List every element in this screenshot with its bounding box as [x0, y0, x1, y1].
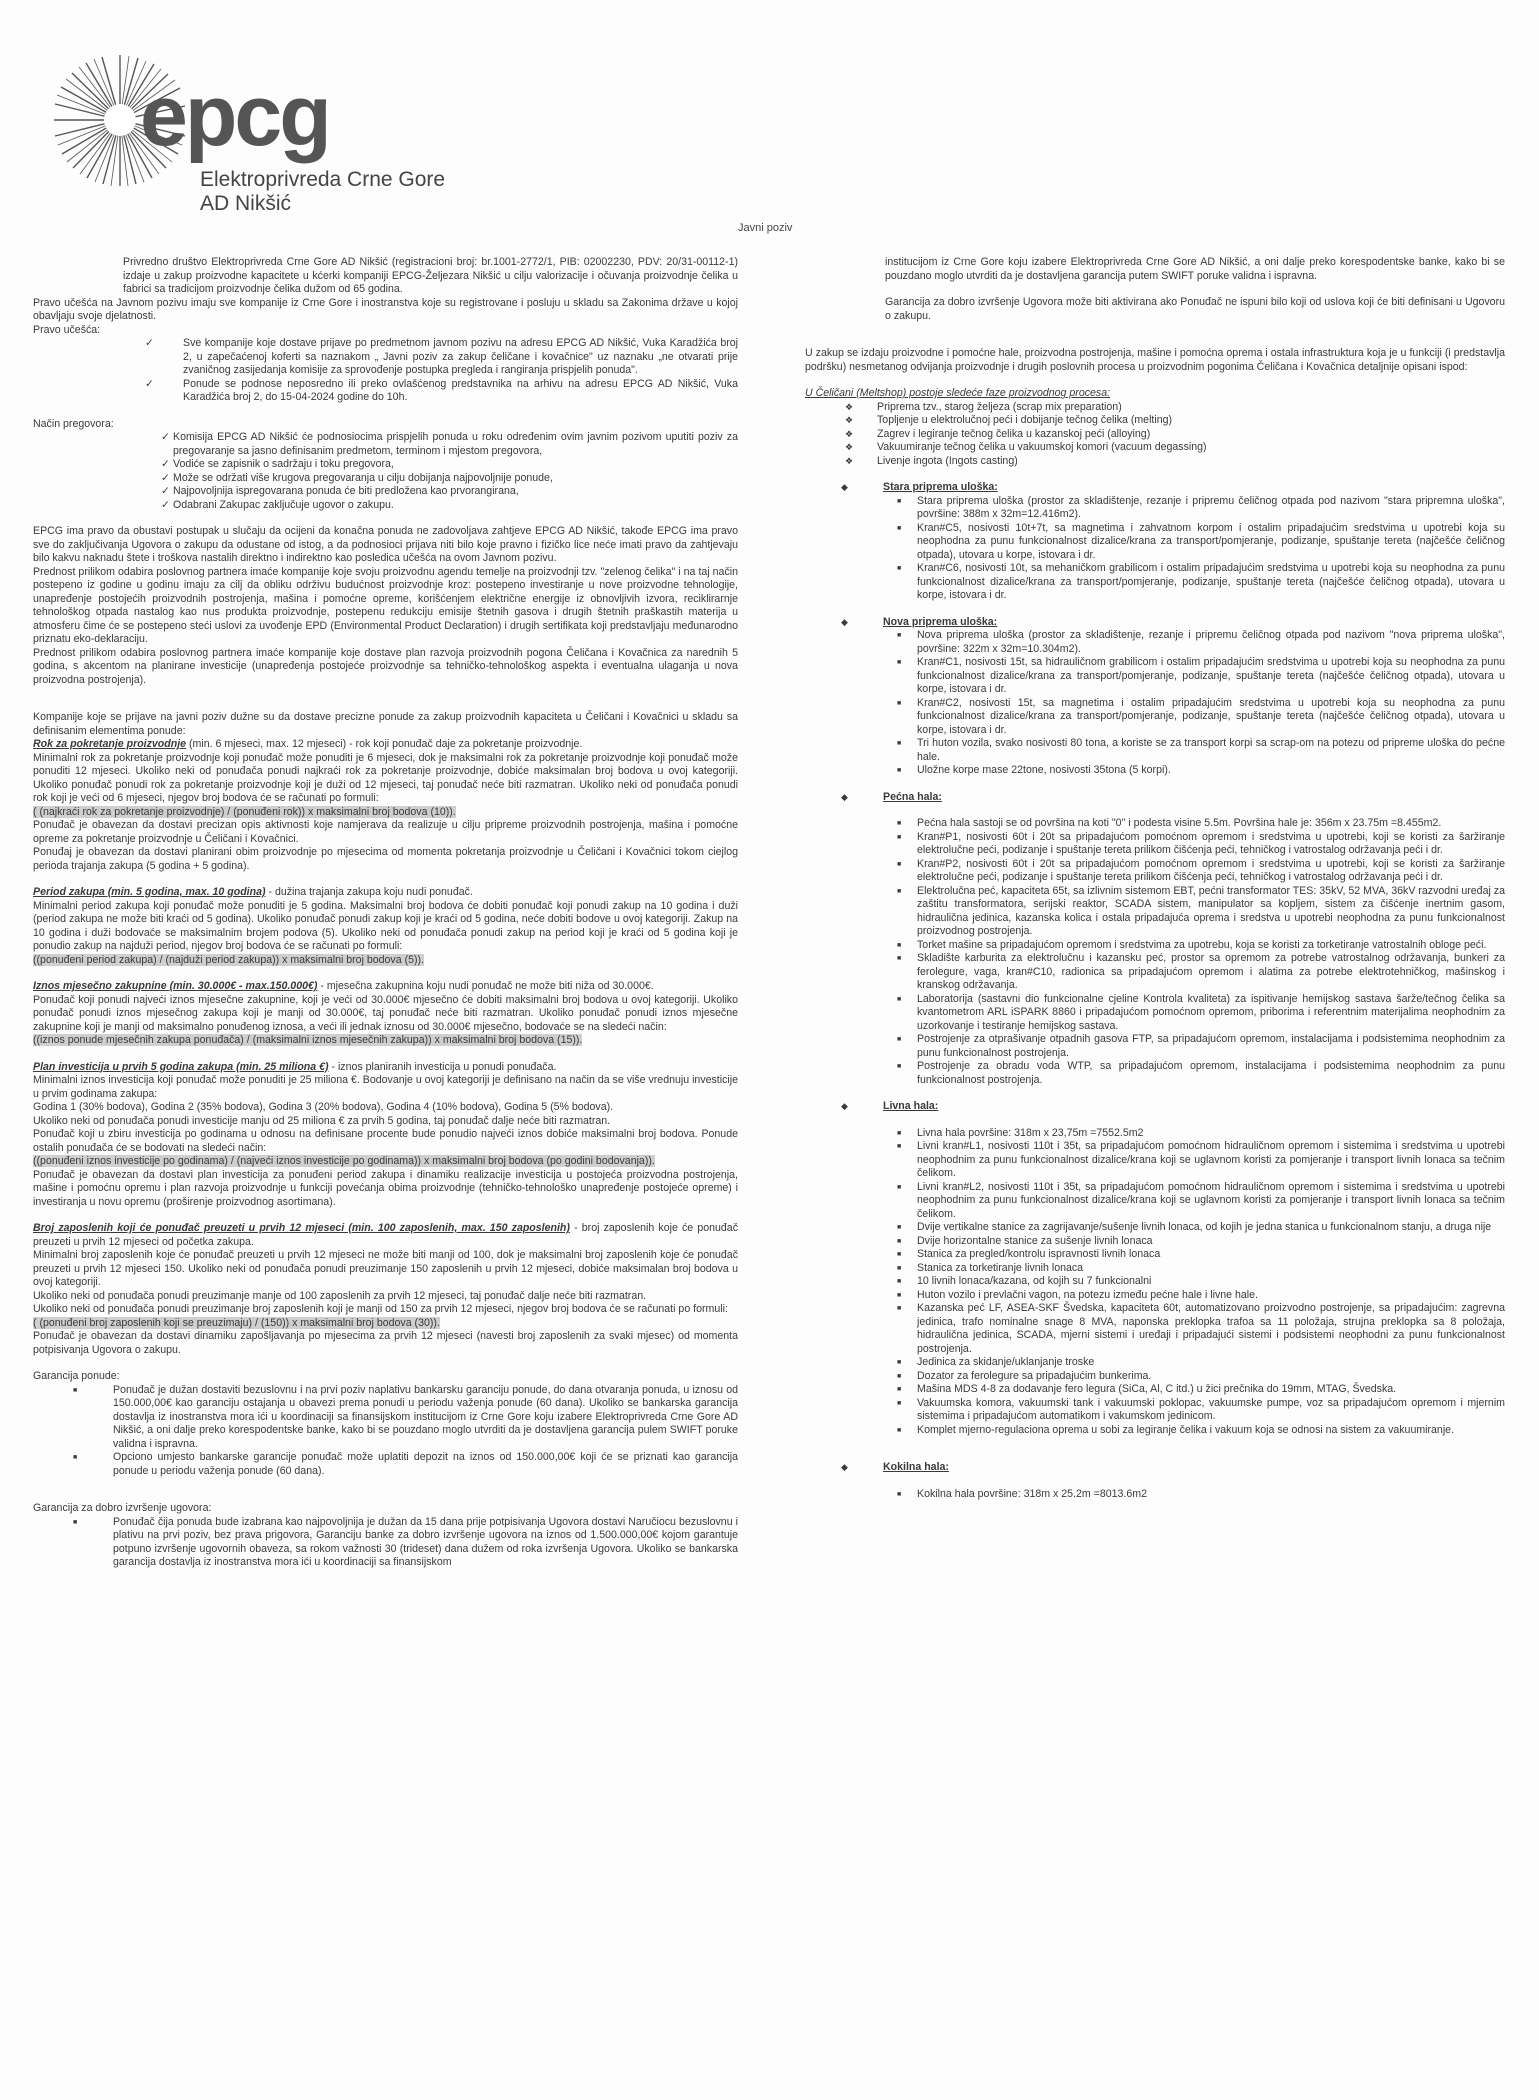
intro-paragraph: Privredno društvo Elektroprivreda Crne Gore AD Nikšić (registracioni broj: br.1001-2772/1, PIB: 02002230, PDV: 20/31-00112-1) izdaje u zakup proizvodne kapacitete u kćerki kompaniji EPCG-Željezara Nikšić u cilju valorizacije i očuvanja proizvodnje čelika u fabrici sa tradicijom proizvodnje čelika dužom od 65 godina. — [123, 256, 738, 295]
process-phase: ❖ Priprema tzv., starog željeza (scrap mix preparation) — [845, 400, 1122, 413]
lease-scope-paragraph: U zakup se izdaju proizvodne i pomoćne hale, proizvodna postrojenja, mašine i pomoćna oprema i ostala infrastruktura koja je u funkciji (i predstavlja podršku) nesmetanog odvijanja proizvodnje i drugih poslovnih procesa u proizvodnim pogonima Čeličana i Kovačnica detaljnije opisani ispod: — [805, 347, 1505, 373]
period-body: Minimalni period zakupa koji ponuđač može ponuditi je 5 godina. Maksimalni broj bodova će dobiti ponuđač koji ponudi zakup na 10 godina i duži (period zakupa ne može biti kraći od 5 godina). Ukoliko ponuđač ponudi zakup koji je kraći od 5 godina, neće dobiti bodove u ovoj kategoriji. Zakup na 10 godina i duži bodovaće se maksimalnim brojem podova (5). Ukoliko neki od ponuđača ponudi zakup na period koji je kraći od 5 godina koji je ponudio zakup na najduži period, njegov broj bodova će se računati po formuli: — [33, 899, 738, 952]
livna-item: ■ Huton vozilo i prevlačni vagon, na potezu između pećne hale i livne hale. — [897, 1288, 1258, 1301]
nacin-item: ✓ Može se održati više krugova pregovaranja u cilju dobijanja najpovoljnije ponude, — [161, 471, 553, 484]
offer-elements-intro: Kompanije koje se prijave na javni poziv dužne su da dostave precizne ponude za zakup proizvodnih kapaciteta u Čeličani i Kovačnici u skladu sa definisanim elementima ponude: — [33, 711, 738, 737]
garancija-item: ■ Ponuđač je dužan dostaviti bezuslovnu i na prvi poziv naplativu bankarsku garanciju ponude, do dana otvaranja ponuda, u iznosu od 150.000,00€ kao garanciju ostajanja u obavezi prema ponudi u periodu važenja ponude (60 dana). Ukoliko se bankarska garancija dostavlja iz inostranstva mora ići u koordinaciji sa finansijskom institucijom iz Crne Gore koju izabere Elektroprivreda Crne Gore AD Nikšić, a oni dalje preko korespodentske banke, kako bi se pouzdano moglo utvrditi da je dostavljena garancija pulem SWIFT poruke validna i ispravna. — [73, 1383, 738, 1450]
left-column — [33, 256, 738, 2086]
document-type: Javni poziv — [738, 222, 793, 234]
nacin-item: ✓ Vodiće se zapisnik o sadržaju i toku pregovora, — [161, 458, 394, 470]
rok-body3: Ponuđaj je obavezan da dostavi planirani obim proizvodnje po mjesecima od momenta pokretanja proizvodnje u Čeličani i Kovačnici tokom ciejlog perioda trajanja zakupa (5 godina + 5 godina). — [33, 846, 738, 872]
nova-item: ■ Tri huton vozila, svako nosivosti 80 tona, a koriste se za transport korpi sa scrap-om na potezu od pripreme uloška do pećne hale. — [897, 737, 1505, 763]
pecna-item: ■ Torket mašine sa pripadajućom opremom i sredstvima za upotrebu, koja se koristi za torketiranje vatrostalnih obloge peći. — [897, 938, 1487, 951]
pecna-item: ■ Laboratorija (sastavni dio funkcionalne cjeline Kontrola kvaliteta) za ispitivanje hemijskog sastava šarže/tečnog čelika sa kvantometrom ARL iSPARK 8860 i pripadajućom pomoćnom opremom, priborima i referentnim materijalima neophodnim za uzorkovanje i testiranje hemijskog sastava. — [897, 992, 1505, 1032]
livna-item: ■ Stanica za torketiranje livnih lonaca — [897, 1261, 1084, 1274]
company-name-line2: AD Nikšić — [200, 192, 292, 215]
right-column — [805, 256, 1505, 2086]
pecna-title: ◆ Pećna hala: — [841, 790, 942, 803]
nova-item: ■ Nova priprema uloška (prostor za skladištenje, rezanje i pripremu čeličnog otpada pod nazivom "nova priprema uloška", površine: 322m x 32m=10.304m2). — [897, 629, 1505, 655]
rok-section: Rok za pokretanje proizvodnje (min. 6 mjeseci, max. 12 mjeseci) - rok koji ponuđač daje za pokretanje proizvodnje. — [33, 738, 583, 750]
kokilna-item: ■ Kokilna hala površine: 318m x 25.2m =8013.6m2 — [897, 1487, 1147, 1500]
pravo-label: Pravo učešća: — [33, 323, 101, 336]
nacin-item: ✓ Odabrani Zakupac zaključuje ugovor o zakupu. — [161, 498, 394, 511]
garancija-item: ■ Opciono umjesto bankarske garancije ponuđač može uplatiti depozit na iznos od 150.000,00€ koji će se priznati kao garancija ponude u periodu važenja ponude (60 dana). — [73, 1451, 738, 1477]
pecna-item: ■ Postrojenje za otprašivanje otpadnih gasova FTP, sa pripadajućom opremom, instalacijama i podsistemima neophodnim za punu funkcionalnost postrojenja. — [897, 1033, 1505, 1059]
epcg-rights-paragraph: EPCG ima pravo da obustavi postupak u slučaju da ocijeni da konačna ponuda ne zadovoljava zahtjeve EPCG AD Nikšić, takođe EPCG ima pravo sve do zaključivanja Ugovora o zakupu da odustane od istog, a da podnosioci prijava niti bilo koje pravno i fizičko lice neće imati pravo da zahtjevaju bilo kakvu naknadu štete i troškova nastalih direktno i indirektno kao posledica učešća na ovom Javnom pozivu. — [33, 525, 738, 564]
nova-item: ■ Kran#C2, nosivosti 15t, sa magnetima i ostalim pripadajućim sredstvima u upotrebi koja su neophodna za punu funkcionalnost dizalice/krana za transport/pomjeranje, podizanje, spuštanje tereta (najčešće čeličnog otpada), utovara u korpe, istovara i dr. — [897, 696, 1505, 736]
pecna-item: ■ Elektrolučna peć, kapaciteta 65t, sa izlivnim sistemom EBT, pećni transformator TES: 35kV, 52 MVA, 36kV razvodni uređaj za zaštitu transformatora, serijski reaktor, SCADA sistem, manipulator sa kopljem, sistem za čišćenje inertnim gasom, hidraulična jedinica, kazanska kolica i ostala pripadajuća oprema i sredstva u upotrebi neophodna za punu funkcionalnost proizvodnog postrojenja. — [897, 884, 1505, 937]
plan-formula: ((ponuđeni iznos investicije po godinama) / (najveći iznos investicije po godinama)) x maksimalni broj bodova (po godini bodovanja)). — [33, 1155, 655, 1167]
nova-title: ◆ Nova priprema uloška: — [841, 615, 998, 628]
iznos-formula: ((iznos ponude mjesečnih zakupa ponuđača) / (maksimalni iznos mjesečnih zakupa)) x maksimalni broj bodova (15)). — [33, 1034, 583, 1046]
livna-item: ■ 10 livnih lonaca/kazana, od kojih su 7 funkcionalni — [897, 1275, 1152, 1287]
nacin-item: ✓ Komisija EPCG AD Nikšić će podnosiocima prispjelih ponuda u roku određenim ovim javnim pozivom uputiti poziv za pregovaranje sa jasno definisanim predmetom, terminom i mjestom pregovora, — [161, 431, 738, 457]
livna-item: ■ Mašina MDS 4-8 za dodavanje fero legura (SiCa, Al, C itd.) u žici prečnika do 19mm, MTAG, Švedska. — [897, 1383, 1397, 1395]
pecna-item: ■ Postrojenje za obradu voda WTP, sa pripadajućom opremom, instalacijama i podsistemima neophodnim za punu funkcionalnost postrojenja. — [897, 1060, 1505, 1086]
pravo-item: ✓ Ponude se podnose neposredno ili preko ovlašćenog predstavnika na arhivu na adresu EPCG AD Nikšić, Vuka Karadžića broj 2, do 15-04-2024 godine do 10h. — [145, 377, 738, 403]
development-plan-paragraph: Prednost prilikom odabira poslovnog partnera imaće kompanije koje dostave plan razvoja proizvodnih pogona Čeličana i Kovačnica za narednih 5 godina, s akcentom na planirane investicije (unapređenja postojeće proizvodnje sa tehničko-tehnološkog aspekta i eventualna ulaganja u nova proizvodna postrojenja). — [33, 646, 738, 686]
plan-body2: Godina 1 (30% bodova), Godina 2 (35% bodova), Godina 3 (20% bodova), Godina 4 (10% bodova), Godina 5 (5% bodova). — [33, 1101, 614, 1113]
broj-body2: Ukoliko neki od ponuđača ponudi preuzimanje manje od 100 zaposlenih za prvih 12 mjeseci, taj ponuđač dalje neće biti razmatran. — [33, 1289, 647, 1302]
guarantee-activation: Garancija za dobro izvršenje Ugovora može biti aktivirana ako Ponuđač ne ispuni bilo koji od uslova koji će biti definisani u Ugovoru o zakupu. — [885, 296, 1505, 322]
process-phase: ❖ Zagrev i legiranje tečnog čelika u kazanskoj peći (alloying) — [845, 427, 1151, 440]
rok-formula: ( (najkraći rok za pokretanje proizvodnje) / (ponuđeni rok)) x maksimalni broj bodova (10)). — [33, 805, 456, 818]
nacin-item: ✓ Najpovoljnija ispregovarana ponuda će biti predložena kao prvorangirana, — [161, 485, 519, 497]
livna-item: ■ Kazanska peć LF, ASEA-SKF Švedska, kapaciteta 60t, automatizovano proizvodno postrojenje, sa pripadajućim: zagrevna jedinica, trafo nominalne snage 8 MVA, naponska preklopka trafoa sa 11 položaja, strujna preklopka sa 8 položaja, hidraulična jedinica, SCADA, mjerni sistemi i uređaji i pripadajući sistemi i podsistemi neophodni za punu funkcionalnost postrojenja. — [897, 1302, 1505, 1355]
livna-title: ◆ Livna hala: — [841, 1100, 939, 1112]
stara-item: ■ Stara priprema uloška (prostor za skladištenje, rezanje i pripremu čeličnog otpada pod nazivom "stara pripremna uloška", površine: 388m x 32m=12.416m2). — [897, 494, 1505, 520]
pecna-item: ■ Kran#P2, nosivosti 60t i 20t sa pripadajućom pomoćnom opremom i sredstvima u upotrebi, koji se koristi za šaržiranje elektrolučne peći, podizanje i spuštanje tereta prilikom čišćenja peći, tehničkog i vatrostalog održavanja peći i dr. — [897, 857, 1505, 883]
plan-body5: Ponuđač je obavezan da dostavi plan investicija za ponuđeni period zakupa i dinamiku realizacije investicija u postojeća proizvodna postrojenja, mašine i pomoćnu opremu i plan razvoja proizvodnje u funkciji povećanja obima proizvodnje (tehničko-tehnološko unapređenje postojeće opreme) i investiranja u novu opremu (proširenje proizvodnog asortimana). — [33, 1168, 738, 1208]
pecna-item: ■ Skladište karburita za elektrolučnu i kazansku peć, prostor sa opremom za potrebe vatrostalnog održavanja, bunkeri za ferolegure, vaga, kran#C10, radionica sa pripadajućom opremom i alatima za potrebe elektrotehničkog, mašinskog i kranskog održavanja. — [897, 952, 1505, 991]
guarantee-continuation: institucijom iz Crne Gore koju izabere Elektroprivreda Crne Gore AD Nikšić, a oni dalje preko korespodentske banke, kako bi se pouzdano moglo utvrditi da je dostavljena garancija putem SWIFT poruke validna i ispravna. — [885, 256, 1505, 282]
company-name-line1: Elektroprivreda Crne Gore — [200, 168, 446, 191]
livna-item: ■ Vakuumska komora, vakuumski tank i vakuumski poklopac, vakuumske pumpe, voz sa pripadajućom opremom i mjernim sistemima i pripadajućom automatikom i vakumskom jedinicom. — [897, 1396, 1505, 1422]
livna-item: ■ Dozator za ferolegure sa pripadajućim bunkerima. — [897, 1369, 1152, 1382]
nova-item: ■ Kran#C1, nosivosti 15t, sa hidrauličnom grabilicom i ostalim pripadajućim sredstvima u upotrebi koja su neophodna za punu funkcionalnost dizalice/krana za transport/pomjeranje, podizanje, spuštanje tereta (najčešće čeličnog otpada), utovara u korpe, istovara i dr. — [897, 656, 1505, 695]
broj-body4: Ponuđač je obavezan da dostavi dinamiku zapošljavanja po mjesecima za prvih 12 mjeseci (navesti broj zaposlenih za svaki mjesec) od momenta potpisivanja Ugovora o zakupu. — [33, 1330, 738, 1356]
livna-item: ■ Dvije vertikalne stanice za zagrijavanje/sušenje livnih lonaca, od kojih je jedna stanica u funkcionalnom stanju, a druga nije — [897, 1221, 1492, 1233]
dobro-label: Garancija za dobro izvršenje ugovora: — [33, 1502, 212, 1514]
broj-section: Broj zaposlenih koji će ponuđač preuzeti u prvih 12 mjeseci (min. 100 zaposlenih, max. 150 zaposlenih) - broj zaposlenih koje će ponuđač preuzeti u prvih 12 mjeseci od početka zakupa. — [33, 1222, 738, 1248]
plan-body: Minimalni iznos investicija koji ponuđač može ponuditi je 25 miliona €. Bodovanje u ovoj kategoriji je definisano na način da se više vrednuju investicije u prvim godinama zakupa: — [33, 1074, 738, 1100]
process-phase: ❖ Livenje ingota (Ingots casting) — [845, 454, 1018, 467]
green-steel-paragraph: Prednost prilikom odabira poslovnog partnera imaće kompanije koje svoju proizvodnu agendu temelje na proizvodnji tzv. "zelenog čelika" i na taj način postepeno iz godine u godinu imaju za cilj da obliku održivu budućnost proizvodnje kroz: postepeno investiranje u nove proizvodne tehnologije, unapređenje postojećih proizvodnih postrojenja, mašina i pomoćne opreme, korišćenjem električne energije iz obnovljivih izvora, reciklirarnje tehnološkog otpada nastalog kao nus produkta proizvodnje, postepenu redukciju emisije štetnih gasova i drugih štetnih praškastih materija u atmosferu čime će se postepeno steći uslovi za uvođenje EPD (Environmental Product Declaration) i drugih sertifikata koji predstavljaju međunarodno priznatu eko-deklaraciju. — [33, 565, 738, 645]
livna-item: ■ Dvije horizontalne stanice za sušenje livnih lonaca — [897, 1234, 1153, 1247]
rok-body: Minimalni rok za pokretanje proizvodnje koji ponuđač može ponuditi je 6 mjeseci, dok je maksimalni rok za pokretanje proizvodnje koji ponuđač može ponuditi 12 mjeseci. Ukoliko neki od ponuđača ponudi najkraći rok za pokretanje proizvodnje, dobiće maksimalan broj bodova u ovoj kategoriji. Ukoliko ponuđač ponudi rok za pokretanje proizvodnje koji je duži od 12 mjeseci, taj ponuđač neće biti razmatran. Ukoliko neki od ponuđača ponudi rok koji je veći od 6 mjeseci, njegov broj bodova će se računati po formuli: — [33, 751, 738, 804]
period-section: Period zakupa (min. 5 godina, max. 10 godina) - dužina trajanja zakupa koju nudi ponuđač. — [33, 886, 473, 898]
iznos-body: Ponuđač koji ponudi najveći iznos mjesečne zakupnine, koji je veći od 30.000€ mjesečno će dobiti maksimalni broj bodova u ovoj kategoriji. Ukoliko ponuđač ponudi iznos mjesečnog zakupa koji je manji od 30.000€, taj ponuđač neće biti razmatran. Ukoliko ponuđač ponudi iznos mjesečne zakupnine koji je manji od maksimalno ponuđenog iznosa, a veći ili jednak iznosu od 30.000€ mjesečno, bodovaće se na sledeći način: — [33, 993, 738, 1033]
plan-body4: Ponuđač koji u zbiru investicija po godinama u odnosu na definisane procente bude ponudio najveći iznos dobiće maksimalni broj bodova. Ponude ostalih ponuđača će se bodovati na sledeći način: — [33, 1128, 738, 1154]
livna-item: ■ Livni kran#L1, nosivosti 110t i 35t, sa pripadajućom pomoćnom hidrauličnom opremom i sistemima i sredstvima u upotrebi neophodnim za punu funkcionalnost dizalice/krana koji se uglavnom koristi za pomjeranje i transport livnih lonaca sa tečnim čelikom. — [897, 1140, 1505, 1179]
livna-item: ■ Jedinica za skidanje/uklanjanje troske — [897, 1356, 1095, 1368]
livna-item: ■ Livni kran#L2, nosivosti 110t i 35t, sa pripadajućom pomoćnom hidrauličnom opremom i sistemima i sredstvima u upotrebi neophodnim za punu funkcionalnost dizalice/krana koji se uglavnom koristi za pomjeranje i transport livnih lonaca sa tečnim čelikom. — [897, 1180, 1505, 1220]
pecna-item: ■ Pećna hala sastoji se od površina na koti "0" i podesta visine 5.5m. Površina hale je: 356m x 23.75m =8.455m2. — [897, 817, 1442, 829]
pecna-item: ■ Kran#P1, nosivosti 60t i 20t sa pripadajućom pomoćnom opremom i sredstvima u upotrebi, koji se koristi za šaržiranje elektrolučne peći, podizanje i spuštanje tereta prilikom čišćenja peći, tehničkog i vatrostalog održavanja peći i dr. — [897, 830, 1505, 856]
broj-body: Minimalni broj zaposlenih koje će ponuđač preuzeti u prvih 12 mjeseci ne može biti manji od 100, dok je maksimalni broj zaposlenih koje će ponuđač preuzeti u prvih 12 mjeseci 150. Ukoliko neki od ponuđača ponudi preuzimanje 150 zaposlenih u prvih 12 mjeseci, dobiće maksimalan broj bodova u ovoj kategoriji. — [33, 1249, 738, 1288]
plan-section: Plan investicija u prvih 5 godina zakupa (min. 25 miliona €) - iznos planiranih investicija u ponudi ponuđača. — [33, 1060, 557, 1073]
process-phase: ❖ Topljenje u elektrolučnoj peći i dobijanje tečnog čelika (melting) — [845, 414, 1173, 426]
iznos-section: Iznos mjesečno zakupnine (min. 30.000€ - max.150.000€) - mjesečna zakupnina koju nudi ponuđač ne može biti niža od 30.000€. — [33, 980, 654, 992]
period-formula: ((ponuđeni period zakupa) / (najduži period zakupa)) x maksimalni broj bodova (5)). — [33, 953, 424, 966]
garancija-label: Garancija ponude: — [33, 1370, 120, 1382]
svg-text:epcg: epcg — [140, 68, 329, 164]
stara-title: ◆ Stara priprema uloška: — [841, 481, 998, 493]
meltshop-title: U Čeličani (Meltshop) postoje sledeće faze proizvodnog procesa: — [805, 387, 1111, 399]
pravo-item: ✓ Sve kompanije koje dostave prijave po predmetnom javnom pozivu na adresu EPCG AD Nikšić, Vuka Karadžića broj 2, u zapečaćenoj koferti sa naznakom „ Javni poziv za zakup čeličane i kovačnice" uz naznaku „ne otvarati prije zvaničnog zasijedanja komisije za sprovođenje postupka pregleda i rangiranja prispjelih ponuda". — [145, 337, 738, 376]
livna-item: ■ Komplet mjerno-regulaciona oprema u sobi za legiranje čelika i vakuum koja se odnosi na sistem za vakuumiranje. — [897, 1423, 1455, 1436]
broj-body3: Ukoliko neki od ponuđača ponudi preuzimanje broj zaposlenih koji je manji od 150 za prvih 12 mjeseci, njegov broj bodova će se računati po formuli: — [33, 1303, 728, 1315]
nacin-label: Način pregovora: — [33, 417, 114, 430]
process-phase: ❖ Vakuumiranje tečnog čelika u vakuumskoj komori (vacuum degassing) — [845, 441, 1207, 453]
kokilna-title: ◆ Kokilna hala: — [841, 1461, 949, 1473]
stara-item: ■ Kran#C5, nosivosti 10t+7t, sa magnetima i zahvatnom korpom i ostalim pripadajućim sredstvima u upotrebi koja su neophodna za punu funkcionalnost dizalice/krana za transport/pomjeranje, podizanje, spuštanje tereta (najčešće čeličnog otpada), utovara u korpe, istovara i dr. — [897, 521, 1505, 561]
nova-item: ■ Uložne korpe mase 22tone, nosivosti 35tona (5 korpi). — [897, 764, 1171, 776]
rok-body2: Ponuđač je obavezan da dostavi precizan opis aktivnosti koje namjerava da realizuje u cilju pripreme proizvodnih postrojenja, mašina i pomoćne opreme za pokretanje proizvodnje u Čeličani i Kovačnici. — [33, 819, 738, 845]
livna-item: ■ Livna hala površine: 318m x 23,75m =7552.5m2 — [897, 1126, 1144, 1139]
livna-item: ■ Stanica za pregled/kontrolu ispravnosti livnih lonaca — [897, 1248, 1161, 1260]
company-name — [200, 168, 445, 216]
dobro-item: ■ Ponuđač čija ponuda bude izabrana kao najpovoljnija je dužan da 15 dana prije potpisivanja Ugovora dostavi Naručiocu bezuslovnu i plativu na prvi poziv, bez prava prigovora, Garanciju banke za dobro izvršenje ugovora na iznos od 1.500.000,00€ kojom garantuje potpuno izvršenje ugovornih obaveza, sa rokom važnosti 30 (trideset) dana dužem od roka izvršenja Ugovora. Ukoliko se bankarska garancija dostavlja iz inostranstva mora ići u koordinaciji sa finansijskom — [73, 1515, 738, 1568]
broj-formula: ( (ponuđeni broj zaposlenih koji se preuzimaju) / (150)) x maksimalni broj bodova (30)). — [33, 1316, 440, 1329]
eligibility-paragraph: Pravo učešća na Javnom pozivu imaju sve kompanije iz Crne Gore i inostranstva koje su registrovane i posluju u skladu sa Zakonima države u kojoj obavljaju svoje djelatnosti. — [33, 296, 738, 322]
plan-body3: Ukoliko neki od ponuđača ponudi investicije manju od 25 miliona € za prvih 5 godina, taj ponuđač dalje neće biti razmatran. — [33, 1114, 611, 1127]
stara-item: ■ Kran#C6, nosivosti 10t, sa mehaničkom grabilicom i ostalim pripadajućim sredstvima u upotrebi koja su neophodna za punu funkcionalnost dizalice/krana za transport/pomjeranje, podizanje, spuštanje tereta (najčešće čeličnog otpada), utovara u korpe, istovara i dr. — [897, 562, 1505, 601]
